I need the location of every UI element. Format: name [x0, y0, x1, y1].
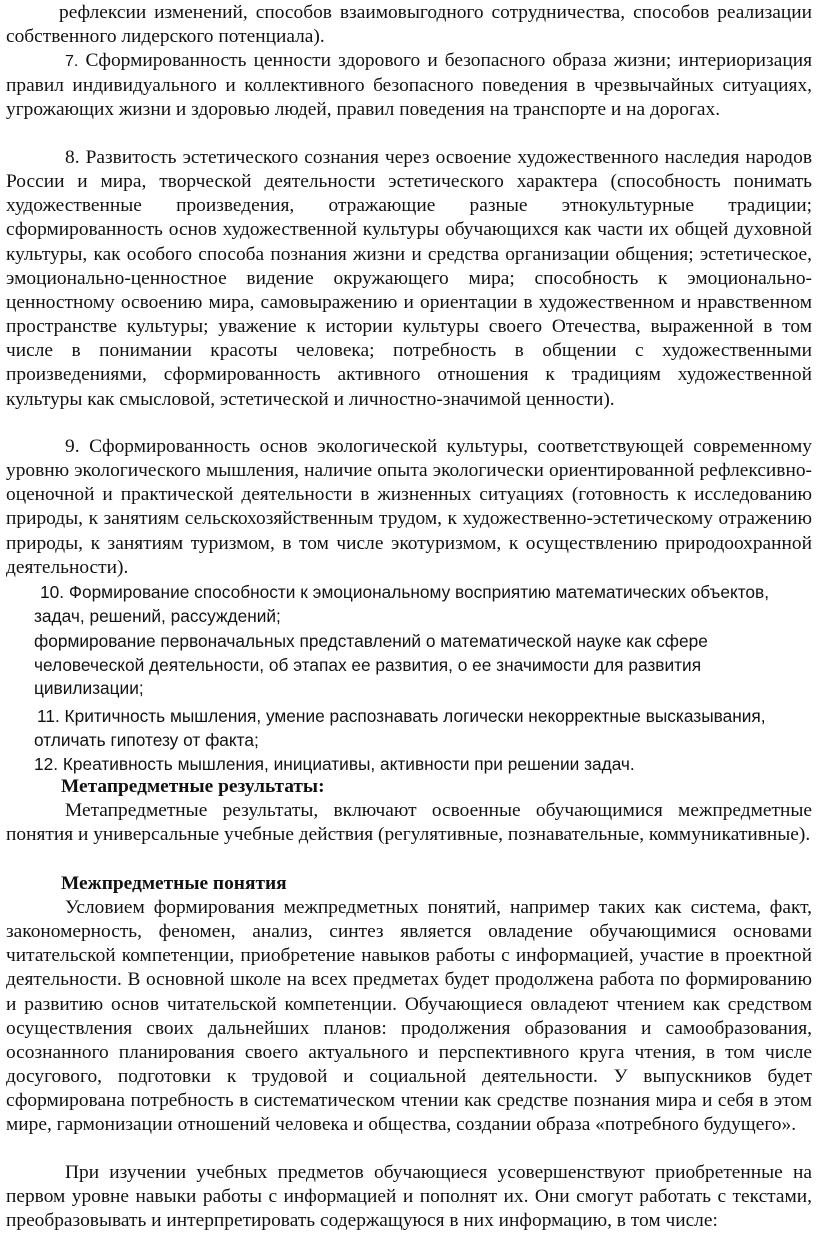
paragraph-last: При изучении учебных предметов обучающиеся усовершенствуют приобретенные на первом уровне навыки работы с информацией и пополнят их. Они смогут работать с текстами, преобразовывать и интерпретировать содержащуюся в них информацию, в том числе: [6, 1162, 812, 1232]
paragraph-7 [6, 49, 816, 122]
paragraph-7-number: 7. [65, 53, 79, 70]
paragraph-continuation: рефлексии изменений, способов взаимовыгодного сотрудничества, способов реализации собственного лидерского потенциала). [6, 2, 812, 48]
paragraph-metasubject: Метапредметные результаты, включают освоенные обучающимися межпредметные понятия и универсальные учебные действия (регулятивные, познавательные, коммуникативные). [6, 800, 812, 846]
section-heading-metasubject-results: Метапредметные результаты: [61, 776, 325, 797]
paragraph-7-text: Сформированность ценности здорового и безопасного образа жизни; интериоризация правил индивидуального и коллективного безопасного поведения в чрезвычайных ситуациях, угрожающих жизни и здоровью людей, правил поведения на транспорте и на дорогах. [6, 50, 812, 121]
paragraph-interdisciplinary: Условием формирования межпредметных понятий, например таких как система, факт, закономерность, феномен, анализ, синтез является овладение обучающимися основами читательской компетенции, приобретение навыков работы с информацией, участие в проектной деятельности. В основной школе на всех предметах будет продолжена работа по формированию и развитию основ читательской компетенции. Обучающиеся овладеют чтением как средством осуществления своих дальнейших планов: продолжения образования и самообразования, осознанного планирования своего актуального и перспективного круга чтения, в том числе досугового, подготовки к трудовой и социальной деятельности. У выпускников будет сформирована потребность в систематическом чтении как средстве познания мира и себя в этом мире, гармонизации отношений человека и общества, создании образа «потребного будущего». [6, 897, 812, 1136]
paragraph-8: 8. Развитость эстетического сознания через освоение художественного наследия народов России и мира, творческой деятельности эстетического характера (способность понимать художественные произведения, отражающие разные этнокультурные традиции; сформированность основ художественной культуры обучающихся как части их общей духовной культуры, как особого способа познания жизни и средства организации общения; эстетическое, эмоционально-ценностное видение окружающего мира; способность к эмоционально-ценностному освоению мира, самовыражению и ориентации в художественном и нравственном пространстве культуры; уважение к истории культуры своего Отечества, выраженной в том числе в понимании красоты человека; потребность в общении с художественными произведениями, сформированность активного отношения к традициям художественной культуры как смысловой, эстетической и личностно-значимой ценности). [6, 147, 812, 410]
section-heading-interdisciplinary-concepts: Межпредметные понятия [61, 873, 287, 894]
paragraph-11: 11. Критичность мышления, умение распознавать логически некорректные высказывания, отличать гипотезу от факта; [34, 706, 766, 750]
paragraph-10-continuation: формирование первоначальных представлений о математической науке как сфере человеческой деятельности, об этапах ее развития, о ее значимости для развития цивилизации; [34, 631, 708, 699]
paragraph-9: 9. Сформированность основ экологической культуры, соответствующей современному уровню экологического мышления, наличие опыта экологически ориентированной рефлексивно-оценочной и практической деятельности в жизненных ситуациях (готовность к исследованию природы, к занятиям сельскохозяйственным трудом, к художественно-эстетическому отражению природы, к занятиям туризмом, в том числе экотуризмом, к осуществлению природоохранной деятельности). [6, 436, 812, 578]
paragraph-10: 10. Формирование способности к эмоциональному восприятию математических объектов, задач, решений, рассуждений; [34, 582, 770, 626]
paragraph-12: 12. Креативность мышления, инициативы, активности при решении задач. [34, 754, 635, 774]
